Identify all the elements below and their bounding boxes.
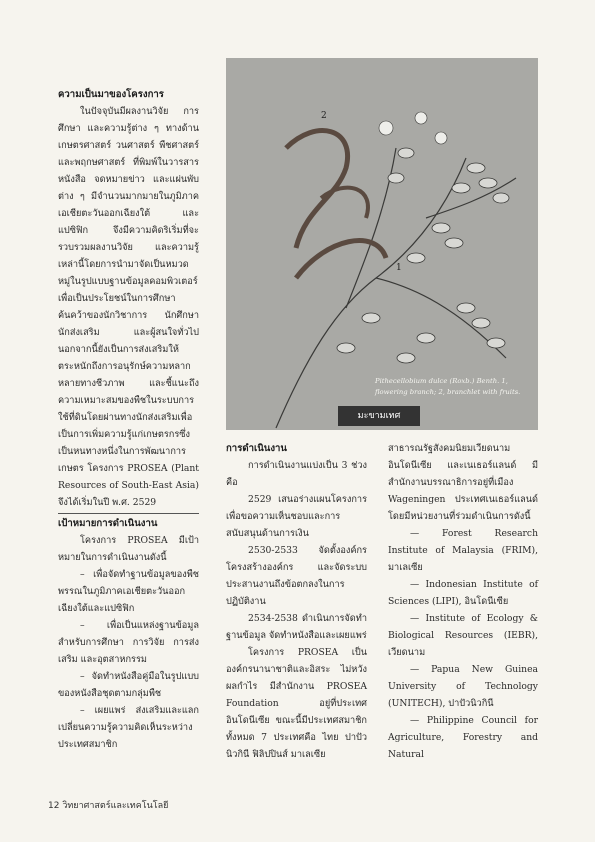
operations-intro: การดำเนินงานแบ่งเป็น 3 ช่วงคือ [226, 460, 367, 488]
operations-phase: 2530-2533 จัดตั้งองค์กรโครงสร้างองค์กร และจัดระบบประสานงานถึงข้อตกลงในการปฏิบัติงาน [226, 545, 367, 607]
section-heading-operations: การดำเนินงาน [226, 443, 287, 454]
objectives-intro: โครงการ PROSEA มีเป้าหมายในการดำเนินงานดังนี้ [58, 535, 199, 563]
botanical-illustration [226, 58, 538, 430]
page-footer: 12 วิทยาศาสตร์และเทคโนโลยี [48, 801, 169, 811]
partner-item: — Papua New Guinea University of Technology (UNITECH), ปาปัวนิวกินี [388, 664, 538, 709]
figure-badge: มะขามเทศ [338, 406, 420, 426]
section-heading-background: ความเป็นมาของโครงการ [58, 89, 164, 100]
organization-paragraph: โครงการ PROSEA เป็นองค์กรนานาชาติและอิสระ ไม่หวังผลกำไร มีสำนักงาน PROSEA Foundation อยู่ที่ประเทศอินโดนีเซีย ขณะนี้มีประเทศสมาชิกทั้งหมด 7 ประเทศคือ ไทย ปาปัวนิวกินี ฟิลิปปินส์ มาเลเซีย [226, 647, 367, 760]
column-middle [226, 440, 367, 763]
partner-item: — Institute of Ecology & Biological Resources (IEBR), เวียดนาม [388, 613, 538, 658]
objective-item: – เพื่อเป็นแหล่งฐานข้อมูลสำหรับการศึกษา การวิจัย การส่งเสริม และอุตสาหกรรม [58, 620, 199, 665]
column-right [388, 440, 538, 763]
partner-item: — Indonesian Institute of Sciences (LIPI), อินโดนีเซีย [388, 579, 538, 607]
operations-phase: 2534-2538 ดำเนินการจัดทำฐานข้อมูล จัดทำหนังสือและเผยแพร่ [226, 613, 367, 641]
column-left [58, 86, 199, 753]
members-paragraph: สาธารณรัฐสังคมนิยมเวียดนาม อินโดนีเซีย และเนเธอร์แลนด์ มีสำนักงานบรรณาธิการอยู่ที่เมือง Wageningen ประเทศเนเธอร์แลนด์ โดยมีหน่วยงานที่ร่วมดำเนินการดังนี้ [388, 443, 538, 522]
partner-item: — Forest Research Institute of Malaysia (FRIM), มาเลเซีย [388, 528, 538, 573]
objective-item: – เพื่อจัดทำฐานข้อมูลของพืชพรรณในภูมิภาคเอเชียตะวันออกเฉียงใต้และแปซิฟิก [58, 569, 199, 614]
figure-label-1: 1 [396, 263, 402, 273]
background-paragraph: ในปัจจุบันมีผลงานวิจัย การศึกษา และความรู้ต่าง ๆ ทางด้านเกษตรศาสตร์ วนศาสตร์ พืชศาสตร์ และพฤกษศาสตร์ ที่พิมพ์ในวารสาร หนังสือ จดหมายข่าว และแผ่นพับต่าง ๆ มีจำนวนมากมายในภูมิภาคเอเชียตะวันออกเฉียงใต้ และแปซิฟิก จึงมีความคิดริเริ่มที่จะรวบรวมผลงานวิจัย และความรู้เหล่านี้โดยการนำมาจัดเป็นหมวดหมู่ในรูปแบบฐานข้อมูลคอมพิวเตอร์ เพื่อเป็นประโยชน์ในการศึกษาค้นคว้าของนักวิชาการ นักศึกษา นักส่งเสริม และผู้สนใจทั่วไป นอกจากนี้ยังเป็นการส่งเสริมให้ตระหนักถึงการอนุรักษ์ความหลากหลายทางชีวภาพ และชี้แนะถึงความเหมาะสมของพืชในระบบการใช้ที่ดินโดยผ่านทางนักส่งเสริมเพื่อเป็นการเพิ่มความรู้แก่เกษตรกรซึ่งเป็นหนทางหนึ่งในการพัฒนาการเกษตร โครงการ PROSEA (Plant Resources of South-East Asia) จึงได้เริ่มในปี พ.ศ. 2529 [58, 106, 199, 508]
objective-item: – เผยแพร่ ส่งเสริมและแลกเปลี่ยนความรู้ความคิดเห็นระหว่างประเทศสมาชิก [58, 705, 199, 750]
section-heading-objectives: เป้าหมายการดำเนินงาน [58, 513, 199, 532]
operations-phase: 2529 เสนอร่างแผนโครงการเพื่อขอความเห็นชอบและการสนับสนุนด้านการเงิน [226, 494, 367, 539]
partner-item: — Philippine Council for Agriculture, Forestry and Natural [388, 715, 538, 760]
plant-drawing [226, 58, 538, 430]
figure-caption: Pithecellobium dulce (Roxb.) Benth. 1, flowering branch; 2, branchlet with fruits. [375, 377, 521, 396]
objective-item: – จัดทำหนังสือคู่มือในรูปแบบของหนังสือชุดตามกลุ่มพืช [58, 671, 199, 699]
figure-label-2: 2 [321, 111, 327, 121]
